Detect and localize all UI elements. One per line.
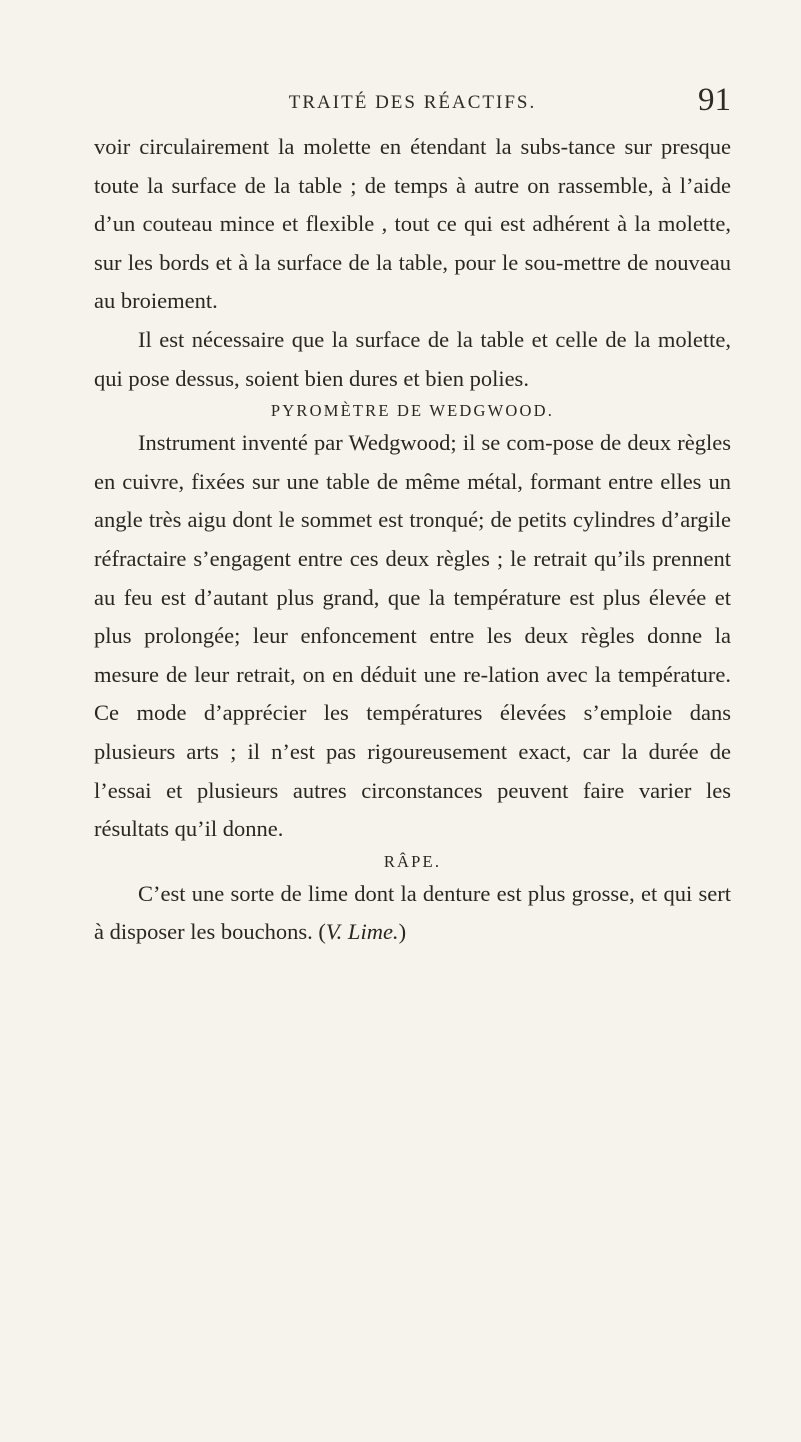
paragraph-surface: Il est nécessaire que la surface de la table et celle de la molette, qui pose dessus, soient bien dures et bien polies.	[94, 326, 731, 391]
main-text	[94, 128, 731, 952]
running-title: TRAITÉ DES RÉACTIFS.	[288, 92, 537, 113]
section-title-rape: RÂPE.	[383, 851, 442, 871]
paragraph-rape	[94, 875, 731, 952]
rape-text: C’est une sorte de lime dont la denture est plus grosse, et qui sert à disposer les bouchons. (	[94, 880, 731, 945]
cross-reference: V. Lime.	[325, 919, 399, 945]
page-number: 91	[698, 82, 731, 118]
paragraph-pyrometre: Instrument inventé par Wedgwood; il se com-pose de deux règles en cuivre, fixées sur une table de même métal, formant entre elles un angle très aigu dont le sommet est tronqué; de petits cylindres d’argile réfractaire s’engagent entre ces deux règles ; le retrait qu’ils prennent au feu est d’autant plus grand, que la température est plus élevée et plus prolongée; leur enfoncement entre les deux règles donne la mesure de leur retrait, on en déduit une re-lation avec la température. Ce mode d’apprécier les températures élevées s’emploie dans plusieurs arts ; il n’est pas rigoureusement exact, car la durée de l’essai et plusieurs autres circonstances peuvent faire varier les résultats qu’il donne.	[94, 430, 731, 842]
paragraph-continued: voir circulairement la molette en étendant la subs-tance sur presque toute la surface de la table ; de temps à autre on rassemble, à l’aide d’un couteau mince et flexible , tout ce qui est adhérent à la molette, sur les bords et à la surface de la table, pour le sou-mettre de nouveau au broiement.	[94, 134, 731, 314]
section-title-pyrometre: PYROMÈTRE DE WEDGWOOD.	[270, 401, 555, 421]
page-header	[94, 82, 731, 122]
rape-text-close: )	[398, 919, 407, 945]
